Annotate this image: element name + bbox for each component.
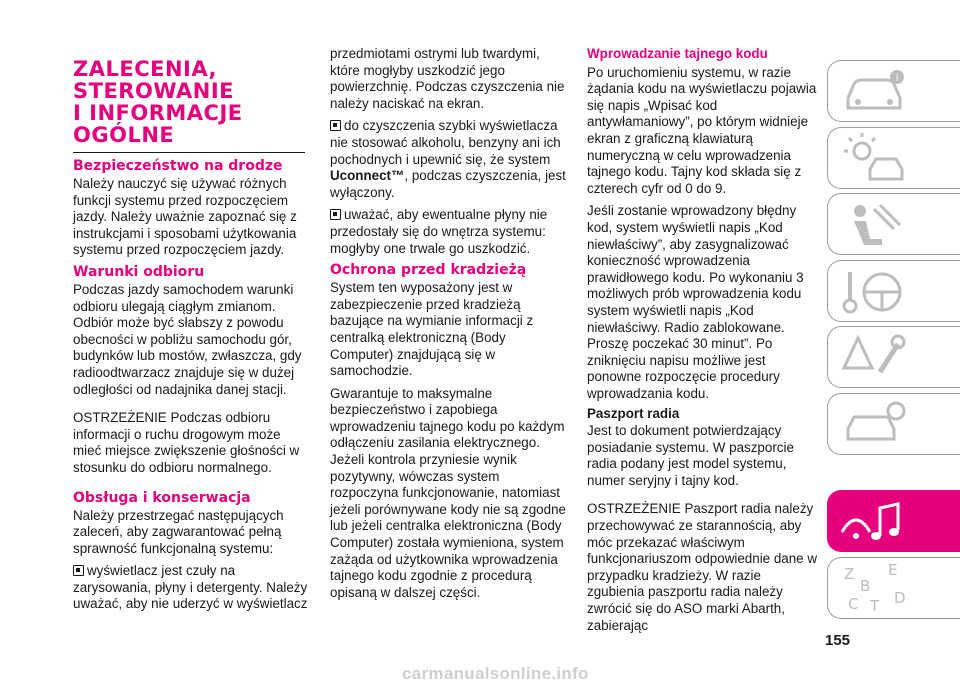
tab-dashboard-lights[interactable] — [827, 127, 960, 189]
heading-anti-theft: Ochrona przed kradzieżą — [330, 262, 527, 279]
dashboard-lights-icon — [840, 133, 910, 185]
index-letter: C — [848, 595, 859, 613]
warning-wrench-icon — [840, 332, 910, 384]
heading-reception: Warunki odbioru — [73, 263, 205, 280]
svg-text:i: i — [895, 73, 899, 84]
index-letter: E — [888, 563, 898, 579]
column-1 — [73, 48, 308, 619]
warning-traffic-info: OSTRZEŻENIE Podczas odbioru informacji o ruchu drogowym może mieć miejsce zwiększenie głośności w stosunku do odbioru normalnego. — [73, 410, 300, 475]
bullet-icon — [330, 120, 341, 131]
tab-warning-wrench[interactable] — [827, 326, 960, 388]
paragraph-reception: Podczas jazdy samochodem warunki odbioru ulegają ciągłym zmianom. Odbiór może być słabszy z powodu obecności w pobliżu samochodu gór, budynków lub mostów, zwłaszcza, gdy radioodtwarzacz znajduje się w dużej odległości od nadajnika danej stacji. — [73, 281, 302, 397]
heading-care: Obsługa i konserwacja — [73, 489, 251, 506]
brand-uconnect: Uconnect™ — [330, 168, 405, 184]
index-letter: B — [860, 577, 871, 595]
tab-car-info[interactable] — [827, 60, 960, 122]
paragraph-care-continued: przedmiotami ostrymi lub twardymi, które mogłyby uszkodzić jego powierzchnię. Podczas czyszczenia nie należy naciskać na ekran. — [330, 46, 565, 111]
warning-radio-passport: OSTRZEŻENIE Paszport radia należy przechowywać ze starannością, aby móc przekazać właściwym funkcjonariuszom odpowiednie dane w przypadku kradzieży. W razie zgubienia paszportu radia należy zwrócić się do ASO marki Abarth, zabierając — [587, 501, 818, 633]
index-letter: T — [870, 597, 880, 615]
bullet-cleaning: do czyszczenia szybki wyświetlacza nie stosować alkoholu, benzyny ani ich pochodnych i upewnić się, że system Uconnect™, podczas czyszczenia, jest wyłączony. — [330, 118, 566, 200]
paragraph-secret-code-1: Po uruchomieniu systemu, w razie żądania kodu na wyświetlaczu pojawia się napis „Wpisać kod antywłamaniowy”, po którym widnieje ekran z graficzną klawiaturą numeryczną w celu wprowadzenia tajnego kodu. Tajny kod składa się z czterech cyfr od 0 do 9. — [587, 64, 817, 196]
tab-index[interactable] — [827, 557, 960, 619]
index-letter: D — [894, 589, 906, 607]
paragraph-anti-theft-1: System ten wyposażony jest w zabezpieczenie przed kradzieżą bazujące na wymianie informacji z centralką elektroniczną (Body Computer) znajdującą się w samochodzie. — [330, 280, 534, 379]
bullet-display-care: wyświetlacz jest czuły na zarysowania, płyny i detergenty. Należy uważać, aby nie uderzyć w wyświetlacz — [73, 563, 308, 612]
tab-multimedia[interactable] — [827, 490, 960, 552]
bullet-icon — [73, 565, 84, 576]
page-number: 155 — [825, 632, 851, 649]
tab-service-car[interactable] — [827, 393, 960, 455]
paragraph-road-safety: Należy nauczyć się używać różnych funkcji systemu przed rozpoczęciem jazdy. Należy uważnie zapoznać się z instrukcjami i sposobami użytkowania systemu przed rozpoczęciem jazdy. — [73, 176, 297, 258]
tab-key-steering[interactable] — [827, 260, 960, 322]
multimedia-icon — [840, 496, 910, 548]
bullet-liquids: uważać, aby ewentualne płyny nie przedostały się do wnętrza systemu: mogłyby one trwale go uszkodzić. — [330, 207, 548, 256]
tab-seat-airbag[interactable] — [827, 193, 960, 255]
car-info-icon — [840, 66, 910, 118]
key-steering-icon — [840, 266, 910, 318]
paragraph-care: Należy przestrzegać następujących zaleceń, aby zagwarantować pełną sprawność funkcjonalną systemu: — [73, 507, 284, 556]
paragraph-secret-code-2: Jeśli zostanie wprowadzony błędny kod, system wyświetli napis „Kod niewłaściwy”, aby zasygnalizować konieczność wprowadzenia prawidłowego kodu. Po wykonaniu 3 możliwych prób wprowadzenia kodu system wyświetli napis „Kod niewłaściwy. Radio zablokowane. Proszę poczekać 30 minut”. Po zniknięciu napisu możliwe jest ponowne rozpoczęcie procedury wprowadzania kodu. — [587, 203, 804, 401]
paragraph-radio-passport: Jest to dokument potwierdzający posiadanie systemu. W paszporcie radia podany jest model systemu, numer seryjny i tajny kod. — [587, 423, 794, 488]
title-divider — [73, 152, 305, 153]
index-letters-icon — [840, 563, 920, 615]
column-2 — [330, 46, 566, 607]
heading-road-safety: Bezpieczeństwo na drodze — [73, 158, 283, 174]
column-3 — [587, 46, 817, 640]
heading-secret-code: Wprowadzanie tajnego kodu — [587, 46, 768, 61]
chapter-title: ZALECENIA, STEROWANIE I INFORMACJE OGÓLNE — [73, 57, 243, 147]
heading-radio-passport: Paszport radia — [587, 406, 680, 422]
seat-airbag-icon — [840, 199, 910, 251]
service-car-icon — [840, 399, 910, 451]
index-letter: Z — [844, 565, 855, 583]
watermark: carmanualsonline.info — [402, 664, 589, 683]
paragraph-anti-theft-2: Gwarantuje to maksymalne bezpieczeństwo i zapobiega wprowadzeniu tajnego kodu po każdym odłączeniu zasilania elektrycznego. Jeżeli kontrola przyniesie wynik pozytywny, wówczas system rozpoczyna funkcjonowanie, natomiast jeżeli porównywane kody nie są zgodne lub jeżeli centralka elektroniczna (Body Computer) została wymieniona, system zażąda od użytkownika wprowadzenia tajnego kodu zgodnie z procedurą opisaną w dalszej części. — [330, 385, 566, 600]
bullet-icon — [330, 209, 341, 220]
